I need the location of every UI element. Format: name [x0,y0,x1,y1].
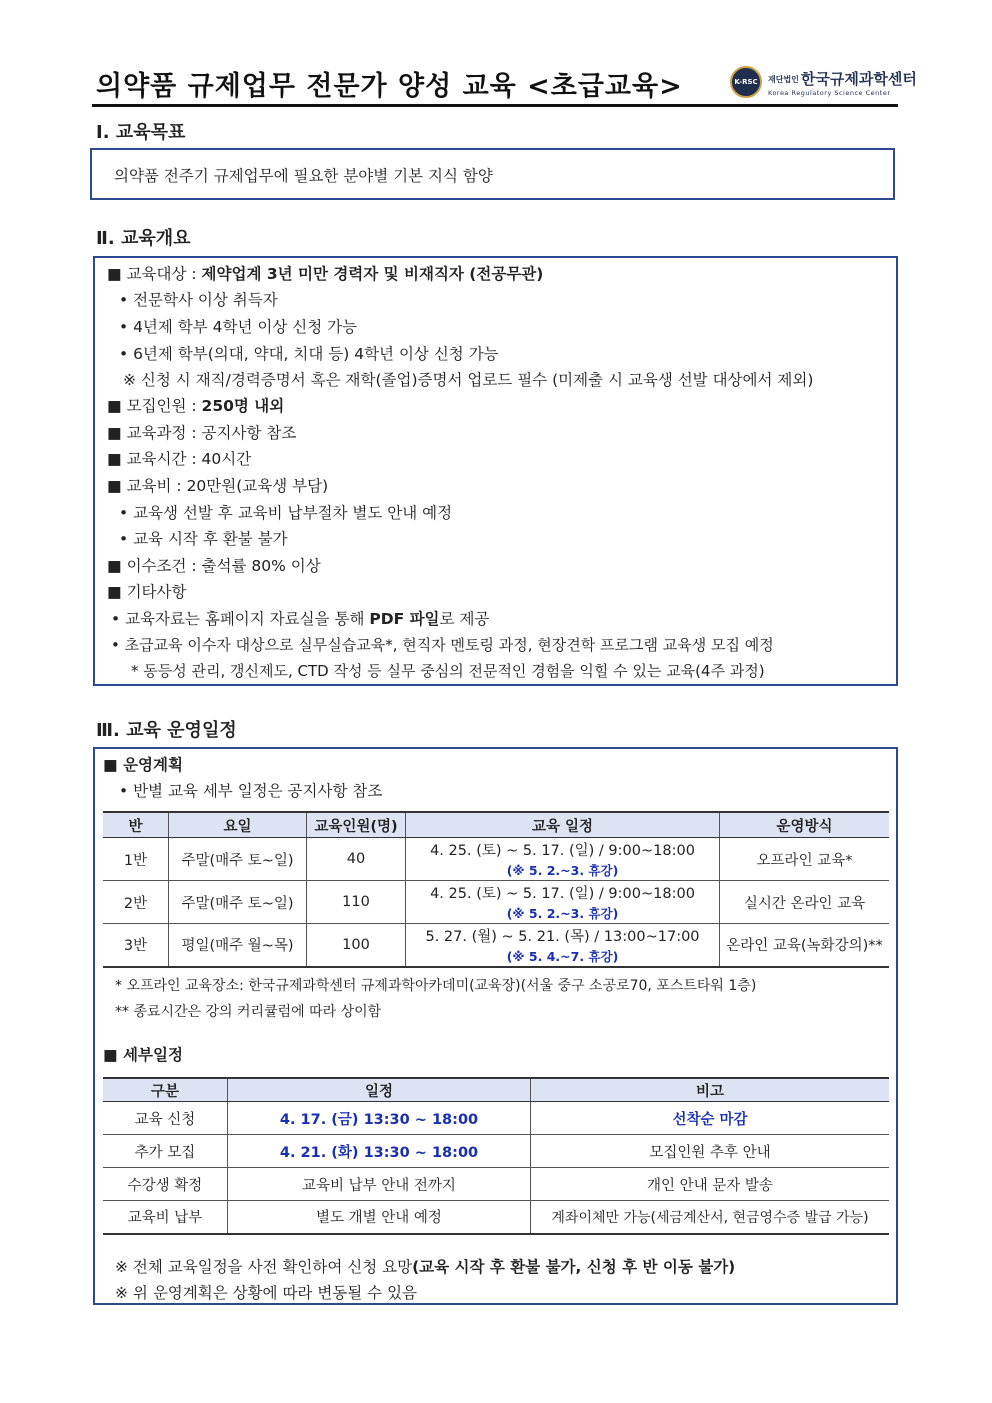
etc-item1-pre: • 교육자료는 홈페이지 자료실을 통해 [111,610,370,628]
hours-line: ■ 교육시간 : 40시간 [107,450,252,468]
recruit-line [107,394,284,416]
plan-header-cell: 교육인원(명) [307,812,406,838]
target-value: 제약업계 3년 미만 경력자 및 비재직자 (전공무관) [201,265,544,283]
section-1-box [90,148,895,200]
page-title: 의약품 규제업무 전문가 양성 교육 <초급교육> [96,71,683,102]
method-cell: 실시간 온라인 교육 [720,881,890,924]
final-note1-pre: ※ 전체 교육일정을 사전 확인하여 신청 요망 [115,1258,413,1276]
method-cell: 온라인 교육(녹화강의)** [720,924,890,967]
course-line: ■ 교육과정 : 공지사항 참조 [107,424,297,442]
target-note: ※ 신청 시 재직/경력증명서 혹은 재학(졸업)증명서 업로드 필수 (미제출 시 교육생 선발 대상에서 제외) [123,371,814,389]
target-label: ■ 교육대상 : [107,265,202,283]
completion-line: ■ 이수조건 : 출석률 80% 이상 [107,557,321,575]
plan-table [103,811,889,968]
date-cell: 별도 개별 안내 예정 [228,1201,531,1234]
people-cell: 110 [307,881,406,924]
logo-english-name: Korea Regulatory Science Center [768,88,891,97]
method-cell: 오프라인 교육* [720,838,890,881]
detail-header-cell: 구분 [103,1078,228,1102]
section-2-heading: Ⅱ. 교육개요 [96,228,191,249]
logo-badge-icon: K-RSC [730,66,762,98]
recruit-value: 250명 내외 [201,397,285,415]
target-item: • 전문학사 이상 취득자 [119,291,278,309]
table-row [103,924,889,967]
break-note: (※ 5. 2.~3. 휴강) [506,906,619,921]
remark-cell: 계좌이체만 가능(세금계산서, 현금영수증 발급 가능) [531,1201,890,1234]
plan-header-cell: 요일 [169,812,307,838]
type-cell: 교육 신청 [103,1102,228,1135]
remark-cell: 개인 안내 문자 발송 [531,1168,890,1201]
table-row [103,881,889,924]
etc-line: ■ 기타사항 [107,583,187,601]
table-row [103,1102,889,1135]
target-item: • 6년제 학부(의대, 약대, 치대 등) 4학년 이상 신청 가능 [119,345,499,363]
break-note: (※ 5. 2.~3. 휴강) [506,863,619,878]
etc-note: * 동등성 관리, 갱신제도, CTD 작성 등 실무 중심의 전문적인 경험을 익힐 수 있는 교육(4주 과정) [131,662,765,680]
fee-line: ■ 교육비 : 20만원(교육생 부담) [107,477,329,495]
class-cell: 2반 [103,881,169,924]
days-cell: 주말(매주 토~일) [169,881,307,924]
schedule-cell [406,924,720,967]
people-cell: 40 [307,838,406,881]
plan-note: * 오프라인 교육장소: 한국규제과학센터 규제과학아카데미(교육장)(서울 중구 소공로70, 포스트타워 1층) [115,978,757,994]
logo-prefix: 재단법인 [768,74,799,84]
final-note: ※ 위 운영계획은 상황에 따라 변동될 수 있음 [115,1284,418,1302]
recruit-label: ■ 모집인원 : [107,397,202,415]
days-cell: 평일(매주 월~목) [169,924,307,967]
days-cell: 주말(매주 토~일) [169,838,307,881]
section-2-box [93,256,898,686]
etc-item1-bold: PDF 파일 [369,610,440,628]
plan-header-cell: 운영방식 [720,812,890,838]
section-3-box [93,747,898,1305]
plan-note: ** 종료시간은 강의 커리큘럼에 따라 상이함 [115,1004,382,1020]
schedule-text: 4. 25. (토) ~ 5. 17. (일) / 9:00~18:00 [430,886,695,902]
people-cell: 100 [307,924,406,967]
etc-item [111,607,489,629]
date-cell: 4. 17. (금) 13:30 ~ 18:00 [228,1102,531,1135]
date-cell: 교육비 납부 안내 전까지 [228,1168,531,1201]
class-cell: 1반 [103,838,169,881]
title-underline [92,104,898,107]
table-row [103,1168,889,1201]
table-row [103,1135,889,1168]
schedule-cell [406,881,720,924]
detail-table [103,1077,889,1235]
target-item: • 4년제 학부 4학년 이상 신청 가능 [119,318,358,336]
table-row [103,838,889,881]
date-cell: 4. 21. (화) 13:30 ~ 18:00 [228,1135,531,1168]
plan-title: ■ 운영계획 [103,756,183,774]
break-note: (※ 5. 4.~7. 휴강) [506,948,619,964]
etc-item1-post: 로 제공 [439,610,490,628]
detail-header-cell: 일정 [228,1078,531,1102]
fee-item: • 교육 시작 후 환불 불가 [119,530,288,548]
type-cell: 수강생 확정 [103,1168,228,1201]
section-1-heading: Ⅰ. 교육목표 [96,122,186,143]
plan-item: • 반별 교육 세부 일정은 공지사항 참조 [119,782,383,800]
center-logo [730,64,917,100]
table-row [103,1201,889,1234]
schedule-text: 5. 27. (월) ~ 5. 21. (목) / 13:00~17:00 [425,928,700,945]
schedule-text: 4. 25. (토) ~ 5. 17. (일) / 9:00~18:00 [430,843,695,859]
final-note1-bold: (교육 시작 후 환불 불가, 신청 후 반 이동 불가) [412,1258,736,1276]
class-cell: 3반 [103,924,169,967]
section-3-heading: Ⅲ. 교육 운영일정 [96,720,237,741]
plan-header-cell: 교육 일정 [406,812,720,838]
detail-header-cell: 비고 [531,1078,890,1102]
remark-cell: 선착순 마감 [531,1102,890,1135]
detail-table-header [103,1078,889,1102]
type-cell: 추가 모집 [103,1135,228,1168]
final-note [115,1255,735,1277]
type-cell: 교육비 납부 [103,1201,228,1234]
logo-name: 한국규제과학센터 [800,69,917,88]
fee-item: • 교육생 선발 후 교육비 납부절차 별도 안내 예정 [119,504,453,522]
goal-text: 의약품 전주기 규제업무에 필요한 분야별 기본 지식 함양 [114,167,493,185]
target-line [107,262,543,284]
remark-cell: 모집인원 추후 안내 [531,1135,890,1168]
detail-title: ■ 세부일정 [103,1046,183,1064]
plan-header-cell: 반 [103,812,169,838]
schedule-cell [406,838,720,881]
plan-table-header [103,812,889,838]
etc-item: • 초급교육 이수자 대상으로 실무실습교육*, 현직자 멘토링 과정, 현장견학 프로그램 교육생 모집 예정 [111,636,774,654]
